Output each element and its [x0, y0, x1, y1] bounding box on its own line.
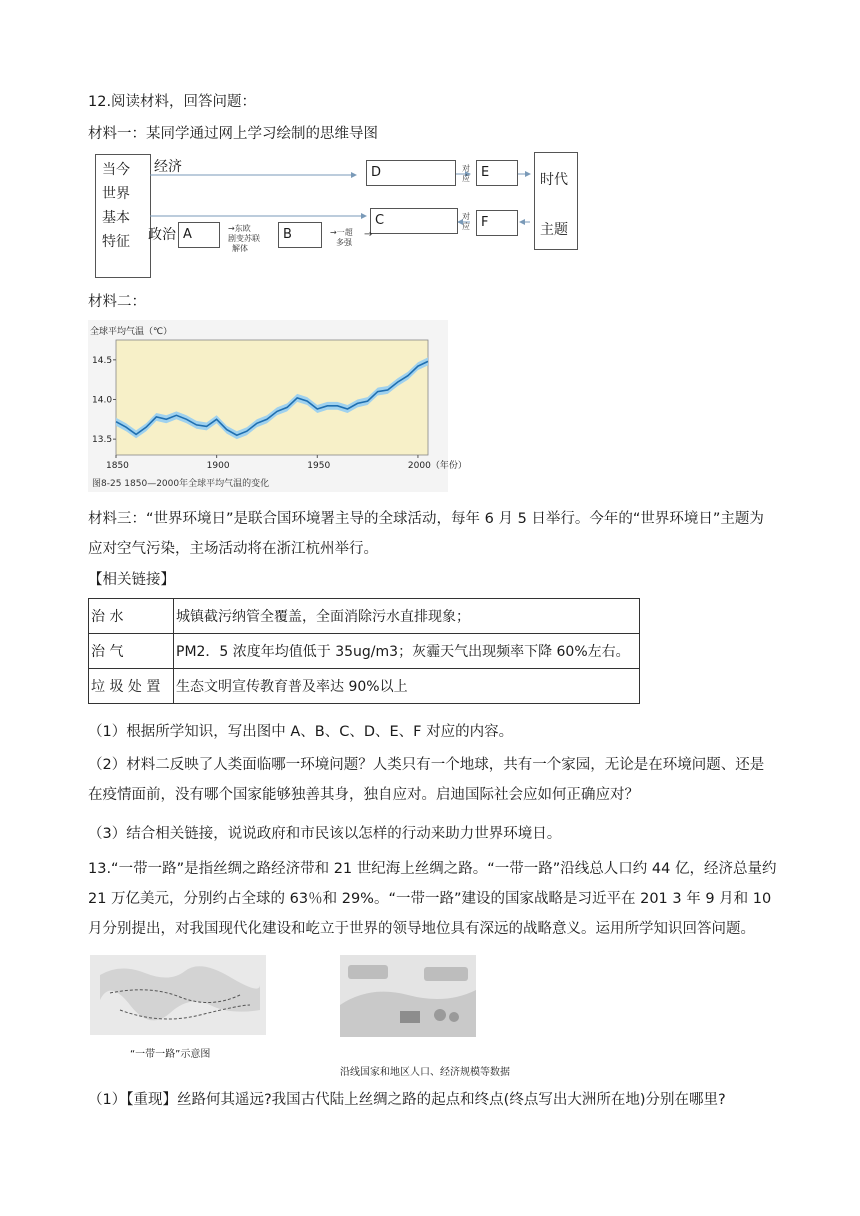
- box-c: [370, 208, 458, 234]
- arrow2-line2: 多强: [336, 238, 352, 247]
- duiying-bottom-1: 对: [462, 212, 470, 221]
- arrow2-line1: →一超: [330, 228, 353, 237]
- material-one-label: 材料一：某同学通过网上学习绘制的思维导图: [88, 126, 378, 142]
- arrow1-line2: 剧变苏联: [228, 234, 260, 243]
- box-a: [178, 222, 220, 248]
- x-tick-label: 1900: [206, 461, 230, 471]
- box-e: [476, 160, 518, 186]
- table-value: 生态文明宣传教育普及率达 90%以上: [174, 669, 640, 704]
- politics-label: 政治: [148, 227, 176, 243]
- box-f: [476, 210, 518, 236]
- y-axis-label: 全球平均气温（℃）: [90, 327, 173, 337]
- arrow1-line1: →东欧: [228, 224, 251, 233]
- era-line-1: 时代: [540, 172, 568, 188]
- table-row: [89, 669, 640, 704]
- duiying-top-2: 应: [462, 174, 470, 183]
- y-tick-label: 14.0: [92, 395, 113, 406]
- q12-stem: 12.阅读材料，回答问题：: [88, 94, 257, 110]
- related-links-table: [88, 598, 640, 704]
- belt-road-map-image: [90, 955, 266, 1035]
- x-tick-label: 1850: [106, 461, 129, 471]
- material-two-label: 材料二：: [88, 294, 146, 310]
- root-line-2: 世界: [102, 186, 130, 202]
- table-value: 城镇截污纳管全覆盖，全面消除污水直排现象；: [174, 599, 640, 634]
- box-b: [278, 222, 322, 248]
- arrow-c-glyph: →: [364, 229, 373, 240]
- root-line-3: 基本: [102, 210, 130, 226]
- root-line-4: 特征: [102, 234, 130, 250]
- population-economy-infographic: [340, 955, 476, 1037]
- mind-map: [88, 150, 588, 280]
- box-a-label: A: [183, 227, 192, 242]
- plot-area: [116, 340, 428, 455]
- duiying-top-1: 对: [462, 164, 470, 173]
- q13-sub1: （1）【重现】丝路何其遥远?我国古代陆上丝绸之路的起点和终点(终点写出大洲所在地)分别在哪里?: [88, 1092, 726, 1108]
- box-d: [366, 160, 456, 186]
- table-row: [89, 634, 640, 669]
- map-caption: “一带一路”示意图: [130, 1049, 211, 1060]
- q13-stem: 13.“一带一路”是指丝绸之路经济带和 21 世纪海上丝绸之路。“一带一路”沿线总人口约 44 亿，经济总量约 21 万亿美元，分别约占全球的 63％和 29%。“一带一路”建设的国家战略是习近平在 201 3 年 9 月和 10 月分别提出，对我国现代化建设和屹立于世界的领导地位具有深远的战略意义。运用所学知识回答问题。: [88, 861, 777, 937]
- q12-sub1: （1）根据所学知识，写出图中 A、B、C、D、E、F 对应的内容。: [88, 724, 514, 740]
- x-tick-label: 2000（年份）: [407, 461, 467, 471]
- q12-sub3: （3）结合相关链接，说说政府和市民该以怎样的行动来助力世界环境日。: [88, 826, 562, 842]
- chart-caption: 图8-25 1850—2000年全球平均气温的变化: [92, 479, 270, 489]
- infographic-icon: [340, 955, 476, 1037]
- table-key: 垃 圾 处 置: [89, 669, 174, 704]
- root-line-1: 当今: [102, 162, 130, 178]
- box-d-label: D: [371, 165, 382, 180]
- era-box: [534, 152, 578, 250]
- temperature-chart: [88, 320, 467, 492]
- table-key: 治 水: [89, 599, 174, 634]
- table-value: PM2．5 浓度年均值低于 35ug/m3；灰霾天气出现频率下降 60%左右。: [174, 634, 640, 669]
- era-line-2: 主题: [540, 222, 568, 238]
- q12-sub2: （2）材料二反映了人类面临哪一环境问题？人类只有一个地球，共有一个家园，无论是在环境问题、还是在疫情面前，没有哪个国家能够独善其身，独自应对。启迪国际社会应如何正确应对？: [88, 757, 765, 803]
- box-e-label: E: [481, 165, 490, 180]
- box-b-label: B: [283, 227, 292, 242]
- duiying-bottom-2: 应: [462, 222, 470, 231]
- table-row: [89, 599, 640, 634]
- table-key: 治 气: [89, 634, 174, 669]
- material-three: 材料三：“世界环境日”是联合国环境署主导的全球活动，每年 6 月 5 日举行。今年的“世界环境日”主题为应对空气污染，主场活动将在浙江杭州举行。: [88, 511, 764, 557]
- y-tick-label: 14.5: [92, 355, 113, 366]
- related-links-title: 【相关链接】: [88, 572, 175, 588]
- x-tick-label: 1950: [307, 461, 331, 471]
- y-tick-label: 13.5: [92, 435, 113, 446]
- box-c-label: C: [375, 213, 385, 228]
- economy-label: 经济: [154, 159, 182, 175]
- temperature-chart-svg: [88, 320, 467, 492]
- infographic-caption: 沿线国家和地区人口、经济规模等数据: [340, 1067, 510, 1078]
- world-map-icon: [90, 955, 266, 1035]
- box-f-label: F: [481, 215, 489, 230]
- arrow1-line3: 解体: [232, 244, 248, 253]
